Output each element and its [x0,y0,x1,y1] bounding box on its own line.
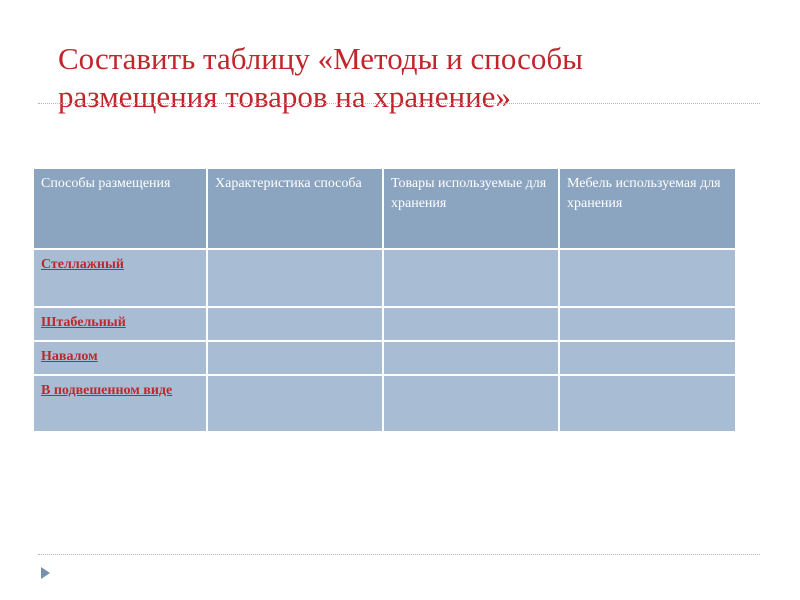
slide-title-line-2: размещения товаров на хранение» [58,79,511,114]
characteristic-cell [207,375,383,432]
bottom-divider [38,554,760,555]
header-placement-methods: Способы размещения [33,168,207,249]
furniture-cell [559,341,736,375]
method-cell: В подвешенном виде [33,375,207,432]
header-method-characteristic: Характеристика способа [207,168,383,249]
storage-methods-table [32,167,737,433]
table-row [33,341,736,375]
furniture-cell [559,375,736,432]
table-row [33,307,736,341]
characteristic-cell [207,249,383,307]
method-cell: Навалом [33,341,207,375]
slide-title [58,40,758,116]
furniture-cell [559,249,736,307]
goods-cell [383,341,559,375]
header-furniture-for-storage: Мебель используемая для хранения [559,168,736,249]
characteristic-cell [207,307,383,341]
table-row [33,375,736,432]
header-goods-for-storage: Товары используемые для хранения [383,168,559,249]
method-cell: Стеллажный [33,249,207,307]
furniture-cell [559,307,736,341]
top-divider [38,103,760,104]
characteristic-cell [207,341,383,375]
goods-cell [383,249,559,307]
goods-cell [383,375,559,432]
slide-title-line-1: Составить таблицу «Методы и способы [58,41,583,76]
method-cell: Штабельный [33,307,207,341]
table-row [33,249,736,307]
triangle-right-icon [41,567,50,579]
goods-cell [383,307,559,341]
table-header-row [33,168,736,249]
